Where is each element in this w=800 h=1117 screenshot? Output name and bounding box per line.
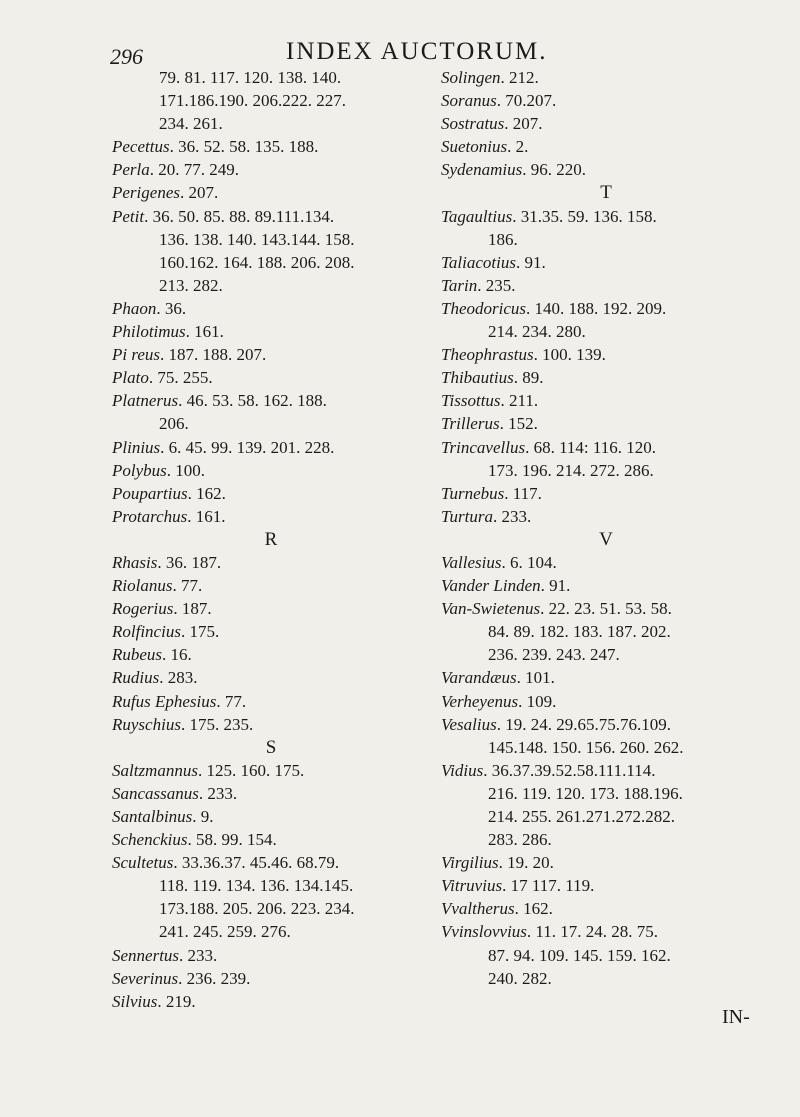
page-refs: . 162. xyxy=(514,899,553,919)
author-name: Vidius xyxy=(441,760,484,780)
author-name: Vitruvius xyxy=(441,876,503,896)
page-refs: . 77. xyxy=(172,576,203,596)
index-entry xyxy=(441,551,771,574)
index-entry xyxy=(112,851,430,874)
author-name: Schenckius xyxy=(112,830,188,850)
author-name: Pecettus xyxy=(112,137,170,157)
index-entry xyxy=(441,482,771,505)
index-entry xyxy=(441,574,771,597)
page-refs: . 161. xyxy=(185,322,224,342)
page-refs: . 175. xyxy=(180,622,220,642)
index-entry xyxy=(441,112,771,135)
index-entry xyxy=(441,412,771,435)
index-continuation: 234. 261. xyxy=(159,114,223,134)
page-refs: . 211. xyxy=(500,391,539,411)
index-continuation: 173. 196. 214. 272. 286. xyxy=(488,460,654,480)
index-entry xyxy=(441,505,771,528)
index-entry xyxy=(112,551,430,574)
index-continuation: 206. xyxy=(159,414,189,434)
page-refs: . 91. xyxy=(515,252,546,272)
page-refs: . 89. xyxy=(513,368,544,388)
author-name: Rogerius xyxy=(112,599,174,619)
author-name: Vesalius xyxy=(441,714,497,734)
page-refs: . 11. 17. 24. 28. 75. xyxy=(526,922,659,942)
author-name: Santalbinus xyxy=(112,807,193,826)
index-entry xyxy=(441,366,771,389)
author-name: Protarchus xyxy=(112,506,188,526)
page-refs: . 16. xyxy=(162,645,192,665)
author-name: Phaon xyxy=(112,298,157,318)
page-refs: . 236. 239. xyxy=(178,968,251,988)
author-name: Theophrastus xyxy=(441,345,534,365)
index-entry xyxy=(441,66,771,89)
author-name: Turtura xyxy=(441,506,493,526)
author-name: Suetonius xyxy=(441,137,508,157)
index-entry xyxy=(112,297,430,320)
author-name: Taliacotius xyxy=(441,252,516,272)
page-refs: . 175. 235. xyxy=(180,714,254,734)
page-refs: . 58. 99. 154. xyxy=(187,830,277,850)
author-name: Vander Linden xyxy=(441,576,541,596)
index-entry xyxy=(441,274,771,297)
section-letter: S xyxy=(265,736,277,758)
index-entry xyxy=(112,690,430,713)
index-entry xyxy=(441,343,771,366)
page-refs: . 19. 20. xyxy=(498,853,554,873)
author-name: Vvaltherus xyxy=(441,899,515,919)
page-refs: . 68. 114: 116. 120. xyxy=(525,437,657,457)
page-refs: . 187. xyxy=(173,599,212,619)
page-refs: . 36.37.39.52.58.111.114. xyxy=(483,760,656,780)
index-continuation: 216. 119. 120. 173. 188.196. xyxy=(488,783,683,803)
index-entry xyxy=(112,482,430,505)
index-continuation: 236. 239. 243. 247. xyxy=(488,645,620,665)
index-entry xyxy=(112,366,430,389)
page-refs: . 22. 23. 51. 53. 58. xyxy=(540,599,672,619)
author-name: Theodoricus xyxy=(441,298,526,318)
author-name: Rubeus xyxy=(112,645,163,665)
index-continuation: 79. 81. 117. 120. 138. 140. xyxy=(159,68,342,87)
page-refs: . 109. xyxy=(518,691,557,711)
index-entry xyxy=(441,158,771,181)
page-refs: . 233. xyxy=(179,945,218,965)
author-name: Silvius xyxy=(112,991,158,1011)
page-refs: . 17 117. 119. xyxy=(502,876,595,896)
page-refs: . 233. xyxy=(492,506,532,526)
index-entry xyxy=(112,597,430,620)
author-name: Thibautius xyxy=(441,368,514,388)
page-refs: . 46. 53. 58. 162. 188. xyxy=(178,391,327,411)
page-refs: . 20. 77. 249. xyxy=(149,160,240,180)
index-continuation: 136. 138. 140. 143.144. 158. xyxy=(159,229,355,249)
index-continuation: 160.162. 164. 188. 206. 208. xyxy=(159,252,355,272)
index-entry xyxy=(441,759,771,782)
author-name: Rhasis xyxy=(112,552,158,572)
index-entry xyxy=(441,897,771,920)
author-name: Saltzmannus xyxy=(112,760,198,780)
author-name: Rufus Ephesius xyxy=(112,691,217,711)
page-refs: . 152. xyxy=(499,414,538,434)
index-continuation: 240. 282. xyxy=(488,968,552,988)
index-entry xyxy=(441,89,771,112)
author-name: Trincavellus xyxy=(441,437,526,457)
index-entry xyxy=(112,944,430,967)
page-refs: . 36. 52. 58. 135. 188. xyxy=(169,137,319,157)
section-letter: V xyxy=(599,528,613,550)
index-continuation: 173.188. 205. 206. 223. 234. xyxy=(159,899,355,919)
page-refs: . 36. 187. xyxy=(157,552,222,572)
index-entry xyxy=(112,967,430,990)
author-name: Tarin xyxy=(441,275,478,295)
author-name: Sostratus xyxy=(441,114,505,134)
page-refs: . 140. 188. 192. 209. xyxy=(526,298,667,318)
page-refs: . 19. 24. 29.65.75.76.109. xyxy=(496,714,671,734)
index-continuation: 214. 255. 261.271.272.282. xyxy=(488,807,675,826)
index-entry xyxy=(112,805,430,828)
author-name: Varandæus xyxy=(441,668,517,688)
author-name: Sennertus xyxy=(112,945,180,965)
index-entry xyxy=(441,920,771,943)
index-entry xyxy=(441,205,771,228)
author-name: Pi reus xyxy=(112,345,161,365)
index-entry xyxy=(112,759,430,782)
author-name: Polybus xyxy=(112,460,167,480)
index-entry xyxy=(112,389,430,412)
author-name: Scultetus xyxy=(112,853,174,873)
page-refs: . 161. xyxy=(187,506,226,526)
author-name: Verheyenus xyxy=(441,691,519,711)
page-refs: . 36. xyxy=(156,298,187,318)
page-refs: . 207. xyxy=(179,183,219,203)
index-entry xyxy=(112,990,430,1013)
author-name: Petit xyxy=(112,206,145,226)
section-letter: T xyxy=(600,182,612,204)
index-entry xyxy=(112,574,430,597)
author-name: Philotimus xyxy=(112,322,186,342)
index-entry xyxy=(441,251,771,274)
index-entry xyxy=(112,343,430,366)
index-continuation: 84. 89. 182. 183. 187. 202. xyxy=(488,622,671,642)
author-name: Sydenamius xyxy=(441,160,523,180)
author-name: Riolanus xyxy=(112,576,173,596)
page-refs: . 70.207. xyxy=(496,91,557,111)
page-refs: . 187. 188. 207. xyxy=(160,345,267,365)
index-entry xyxy=(441,690,771,713)
author-name: Severinus xyxy=(112,968,179,988)
index-entry xyxy=(112,643,430,666)
index-entry xyxy=(441,389,771,412)
author-name: Van-Swietenus xyxy=(441,599,541,619)
author-name: Virgilius xyxy=(441,853,499,873)
page-refs: . 9. xyxy=(192,807,214,826)
index-entry xyxy=(441,597,771,620)
page-refs: . 100. xyxy=(166,460,206,480)
index-entry xyxy=(112,620,430,643)
index-continuation: 214. 234. 280. xyxy=(488,322,586,342)
index-entry xyxy=(441,436,771,459)
index-continuation: 186. xyxy=(488,229,518,249)
index-entry xyxy=(441,874,771,897)
index-continuation: 145.148. 150. 156. 260. 262. xyxy=(488,737,684,757)
page-refs: . 36. 50. 85. 88. 89.111.134. xyxy=(144,206,335,226)
author-name: Rudius xyxy=(112,668,160,688)
section-letter: R xyxy=(264,528,278,550)
page-refs: . 75. 255. xyxy=(148,368,213,388)
author-name: Sancassanus xyxy=(112,783,199,803)
index-entry xyxy=(112,505,430,528)
index-entry xyxy=(112,135,430,158)
page-refs: . 77. xyxy=(216,691,247,711)
author-name: Solingen xyxy=(441,68,501,87)
index-entry xyxy=(112,782,430,805)
index-entry xyxy=(441,135,771,158)
catchword: IN- xyxy=(722,1006,750,1028)
page-refs: . 96. 220. xyxy=(522,160,586,180)
page-title: INDEX AUCTORUM. xyxy=(286,38,548,65)
index-entry xyxy=(112,205,430,228)
page-refs: . 91. xyxy=(540,576,571,596)
index-continuation: 118. 119. 134. 136. 134.145. xyxy=(159,876,354,896)
index-continuation: 241. 245. 259. 276. xyxy=(159,922,291,942)
page-refs: . 2. xyxy=(507,137,529,157)
author-name: Vvinslovvius xyxy=(441,922,527,942)
index-entry xyxy=(112,436,430,459)
index-entry xyxy=(112,459,430,482)
left-column xyxy=(112,66,430,1013)
page-refs: . 207. xyxy=(504,114,543,134)
page-refs: . 219. xyxy=(157,991,196,1011)
index-continuation: 213. 282. xyxy=(159,275,223,295)
page-refs: . 31.35. 59. 136. 158. xyxy=(512,206,657,226)
author-name: Vallesius xyxy=(441,552,502,572)
author-name: Perigenes xyxy=(112,183,180,203)
page-refs: . 117. xyxy=(504,483,542,503)
author-name: Soranus xyxy=(441,91,497,111)
page-refs: . 125. 160. 175. xyxy=(197,760,305,780)
page-refs: . 100. 139. xyxy=(533,345,606,365)
page-refs: . 6. 104. xyxy=(501,552,557,572)
index-continuation: 283. 286. xyxy=(488,830,552,850)
index-entry xyxy=(112,181,430,204)
index-entry xyxy=(112,320,430,343)
page-refs: . 101. xyxy=(516,668,555,688)
page-refs: . 233. xyxy=(198,783,238,803)
author-name: Tagaultius xyxy=(441,206,513,226)
index-entry xyxy=(441,713,771,736)
index-continuation: 87. 94. 109. 145. 159. 162. xyxy=(488,945,671,965)
index-entry xyxy=(112,666,430,689)
page-refs: . 283. xyxy=(159,668,198,688)
page-number: 296 xyxy=(110,44,143,69)
index-entry xyxy=(441,297,771,320)
page-refs: . 6. 45. 99. 139. 201. 228. xyxy=(160,437,335,457)
page-refs: . 212. xyxy=(500,68,539,87)
author-name: Plato xyxy=(112,368,149,388)
author-name: Turnebus xyxy=(441,483,505,503)
index-entry xyxy=(441,851,771,874)
index-entry xyxy=(112,158,430,181)
author-name: Tissottus xyxy=(441,391,501,411)
index-continuation: 171.186.190. 206.222. 227. xyxy=(159,91,346,111)
index-entry xyxy=(112,828,430,851)
right-column xyxy=(441,66,771,990)
page-refs: . 235. xyxy=(477,275,516,295)
author-name: Ruyschius xyxy=(112,714,181,734)
author-name: Plinius xyxy=(112,437,161,457)
author-name: Platnerus xyxy=(112,391,179,411)
page-refs: . 33.36.37. 45.46. 68.79. xyxy=(173,853,340,873)
index-entry xyxy=(441,666,771,689)
author-name: Trillerus xyxy=(441,414,500,434)
index-entry xyxy=(112,713,430,736)
author-name: Rolfincius xyxy=(112,622,181,642)
page-refs: . 162. xyxy=(187,483,226,503)
author-name: Perla xyxy=(112,160,150,180)
author-name: Poupartius xyxy=(112,483,188,503)
